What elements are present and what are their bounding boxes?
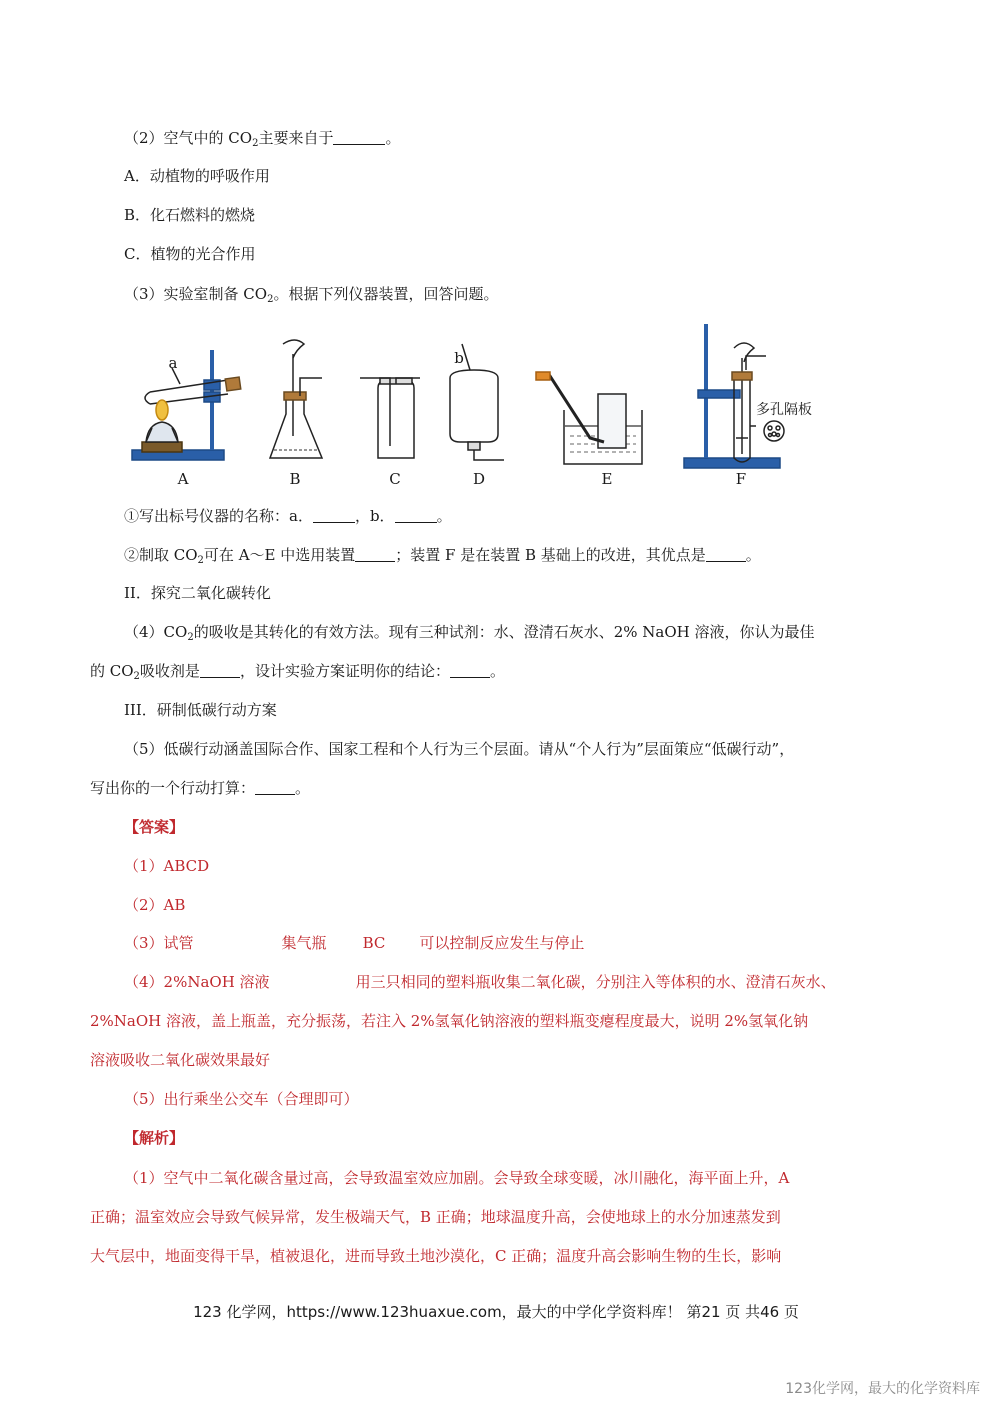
answer-blank[interactable]: [255, 780, 295, 795]
answer-blank[interactable]: [706, 547, 746, 562]
answer-4-line2: 2%NaOH 溶液，盖上瓶盖，充分振荡，若注入 2%氢氧化钠溶液的塑料瓶变瘪程度最大，说明 2%氢氧化钠: [90, 1012, 809, 1030]
q2-option-a: A．动植物的呼吸作用: [124, 167, 270, 185]
label-d: D: [472, 470, 486, 488]
answer-blank[interactable]: [355, 547, 395, 562]
callout-plate: 多孔隔板: [756, 402, 812, 418]
q3-stem: （3）实验室制备 $CO_2$。根据下列仪器装置，回答问题。: [124, 285, 499, 305]
q3-sub1: ①写出标号仪器的名称：a． ，b． 。: [124, 507, 452, 525]
apparatus-figure: [0, 318, 992, 508]
section-heading-2: II．探究二氧化碳转化: [124, 584, 271, 602]
section-heading-3: III．研制低碳行动方案: [124, 701, 277, 719]
label-a: A: [177, 470, 189, 488]
analysis-line3: 大气层中，地面变得干旱，植被退化，进而导致土地沙漠化，C 正确；温度升高会影响生物的生长，影响: [90, 1247, 782, 1265]
label-c: C: [389, 470, 401, 488]
callout-a: a: [168, 354, 178, 372]
answer-blank[interactable]: [200, 663, 240, 678]
answer-heading: 【答案】: [124, 818, 185, 836]
answer-1: （1）ABCD: [124, 857, 210, 875]
q2-stem: （2）空气中的 $CO_2$主要来自于 。: [124, 129, 401, 149]
watermark: 123化学网，最大的化学资料库: [785, 1381, 980, 1397]
apparatus-f: [684, 324, 784, 468]
answer-5: （5）出行乘坐公交车（合理即可）: [124, 1090, 359, 1108]
q4-line1: $(4)CO_2$的吸收是其转化的有效方法。现有三种试剂：水、澄清石灰水、2% NaOH 溶液，你认为最佳: [124, 623, 815, 643]
label-f: F: [735, 470, 747, 488]
label-b: B: [289, 470, 301, 488]
page-footer: 123 化学网，https://www.123huaxue.com，最大的中学化学资料库！ 第21 页 共46 页: [193, 1303, 799, 1321]
q5-line1: （5）低碳行动涵盖国际合作、国家工程和个人行为三个层面。请从“个人行为”层面策应“低碳行动”，: [124, 740, 795, 758]
answer-blank[interactable]: [333, 130, 385, 145]
apparatus-b: [270, 340, 322, 458]
callout-b: b: [454, 349, 464, 367]
label-e: E: [601, 470, 613, 488]
answer-3: （3）试管 集气瓶 BC 可以控制反应发生与停止: [124, 934, 585, 952]
q4-line2: 的 $CO_2$吸收剂是 ，设计实验方案证明你的结论： 。: [90, 662, 505, 682]
answer-blank[interactable]: [450, 663, 490, 678]
answer-4-line3: 溶液吸收二氧化碳效果最好: [90, 1051, 271, 1069]
q2-option-c: C．植物的光合作用: [124, 245, 256, 263]
answer-2: （2）AB: [124, 896, 186, 914]
q5-line2: 写出你的一个行动打算： 。: [90, 779, 311, 797]
apparatus-c: [360, 378, 420, 458]
answer-4-line1: （4）2%NaOH 溶液 用三只相同的塑料瓶收集二氧化碳，分别注入等体积的水、澄清石灰水、: [124, 973, 836, 991]
analysis-line2: 正确；温室效应会导致气候异常，发生极端天气，B 正确；地球温度升高，会使地球上的水分加速蒸发到: [90, 1208, 781, 1226]
q3-sub2: ②制取 $CO_2$可在 A～E 中选用装置 ；装置 F 是在装置 B 基础上的改进，其优点是 。: [124, 546, 761, 566]
answer-blank[interactable]: [313, 508, 355, 523]
analysis-line1: （1）空气中二氧化碳含量过高，会导致温室效应加剧。会导致全球变暖，冰川融化，海平面上升，A: [124, 1169, 790, 1187]
answer-blank[interactable]: [395, 508, 437, 523]
analysis-heading: 【解析】: [124, 1129, 185, 1147]
q2-option-b: B．化石燃料的燃烧: [124, 206, 256, 224]
apparatus-e: [536, 372, 642, 464]
